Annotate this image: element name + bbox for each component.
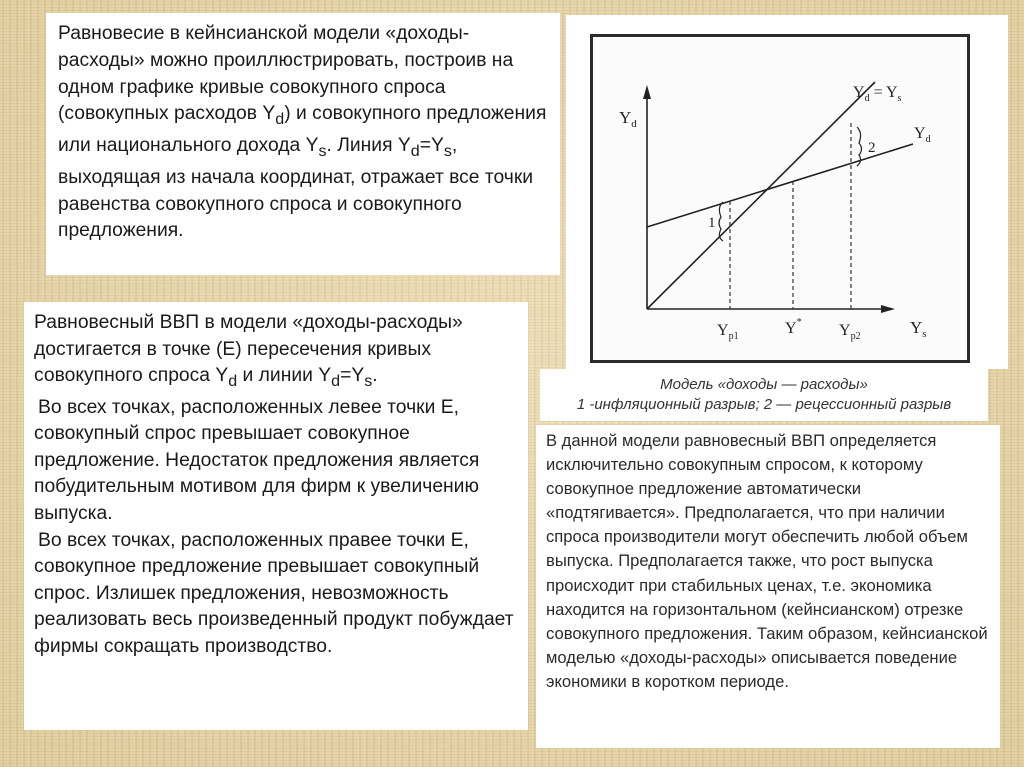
x-axis-label: $Y_s$: [910, 318, 927, 340]
equilibrium-paragraph: Равновесный ВВП в модели «доходы-расходы» достигается в точке (Е) пересечения кривых совокупного спроса $Y_d$ и линии $Y_d=Y_s$.: [34, 312, 463, 391]
conclusion-paragraph: В данной модели равновесный ВВП определяется исключительно совокупным спросом, к которому совокупное предложение автоматически «подтягивается». Предполагается, что при наличии спроса производители могут обеспечить любой объем выпуска. Предполагается также, что рост выпуска происходит при стабильных ценах, т.е. экономика находится на горизонтальном (кейнсианском) отрезке совокупного предложения. Таким образом, кейнсианской моделью «доходы-расходы» описывается поведение экономики в коротком периоде.: [546, 431, 988, 691]
chart-frame: [590, 34, 970, 363]
conclusion-text-box: [536, 425, 1000, 748]
income-expenditure-diagram: [593, 37, 967, 360]
equilibrium-text-box: [24, 302, 528, 730]
line-45-degree: [647, 82, 875, 309]
x-axis-arrow: [881, 305, 895, 313]
y-axis-label: $Y_d$: [619, 108, 637, 130]
caption-legend: 1 -инфляционный разрыв; 2 — рецессионный разрыв: [576, 396, 952, 413]
intro-text-box: [46, 13, 560, 275]
tick-label-yp1: $Y_{p1}$: [717, 322, 739, 342]
aggregate-demand-line: [647, 144, 913, 227]
intro-paragraph: Равновесие в кейнсианской модели «доходы-расходы» можно проиллюстрировать, построив на одном графике кривые совокупного спроса (совокупных расходов $Y_d$) и совокупного предложения или национального дохода $Y_s$. Линия $Y_d=Y_s$, выходящая из начала координат, отражает все точки равенства совокупного спроса и совокупного предложения.: [58, 23, 547, 242]
left-of-e-paragraph: Во всех точках, расположенных левее точки Е, совокупный спрос превышает совокупное предложение. Недостаток предложения является побудительным мотивом для фирм к увеличению выпуска.: [34, 396, 480, 525]
chart-box: [566, 15, 1008, 369]
caption-title: Модель «доходы — расходы»: [660, 376, 868, 393]
tick-label-ystar: Y*: [785, 317, 802, 337]
gap-1-label: 1: [708, 215, 716, 231]
tick-label-yp2: $Y_{p2}$: [839, 322, 861, 342]
right-of-e-paragraph: Во всех точках, расположенных правее точки Е, совокупное предложение превышает совокупный спрос. Излишек предложения, невозможность реализовать весь произведенный продукт побуждает фирмы сокращать производство.: [34, 529, 514, 657]
gap-2-label: 2: [868, 140, 876, 156]
chart-caption: [540, 369, 988, 421]
aggregate-demand-label: $Y_d$: [914, 125, 931, 145]
y-axis-arrow: [643, 85, 651, 99]
line-45-label: $Y_d = Y_s$: [853, 84, 902, 104]
